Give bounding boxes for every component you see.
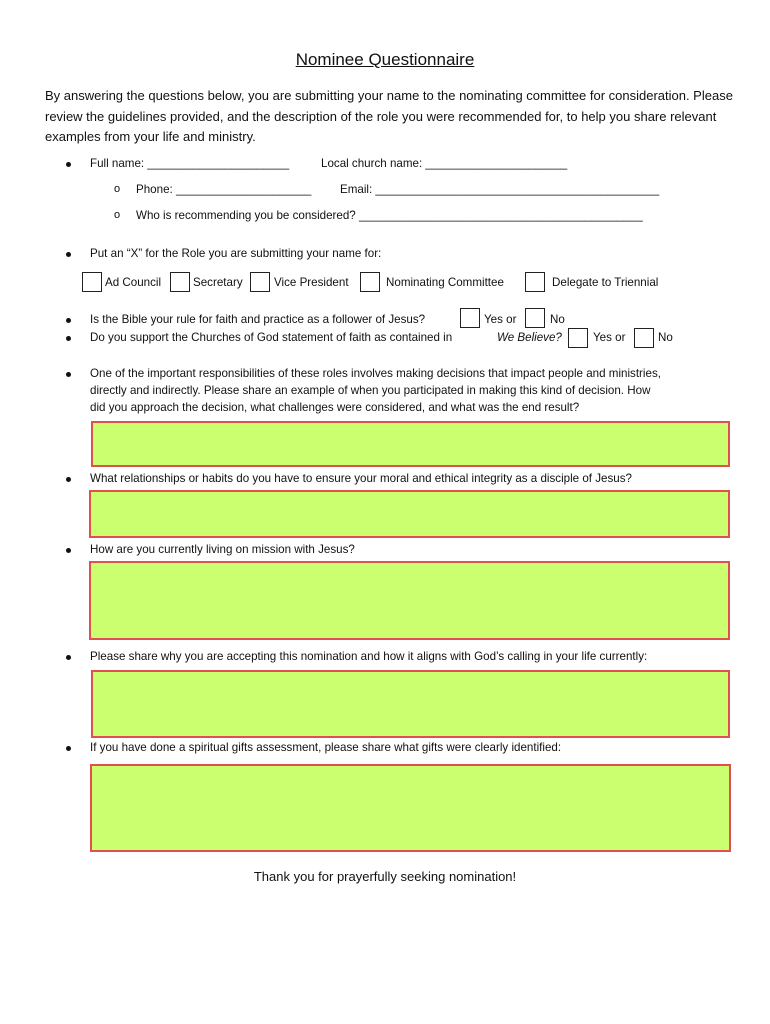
closing-text: Thank you for prayerfully seeking nomination! [253, 869, 517, 884]
bullet-icon [66, 655, 71, 660]
role-vice-president-label: Vice President [274, 276, 349, 289]
answer-field-5[interactable] [90, 764, 731, 852]
bible-question: Is the Bible your rule for faith and practice as a follower of Jesus? [90, 313, 426, 326]
question-1-line-2: directly and indirectly. Please share an example of when you participated in making this kind of decision. How [90, 384, 651, 397]
bullet-icon [66, 477, 71, 482]
answer-field-4[interactable] [91, 670, 730, 738]
bullet-icon [66, 548, 71, 553]
statement-yes-checkbox[interactable] [568, 328, 588, 348]
role-secretary-checkbox[interactable] [170, 272, 190, 292]
email-field[interactable]: Email: ____________________________________________ [340, 183, 660, 196]
question-5-text: If you have done a spiritual gifts assessment, please share what gifts were clearly identified: [90, 741, 562, 754]
role-ad-council-label: Ad Council [105, 276, 162, 289]
recommender-field[interactable]: Who is recommending you be considered? ____________________________________________ [136, 209, 643, 222]
question-4-text: Please share why you are accepting this nomination and how it aligns with God’s calling in your life currently: [90, 650, 648, 663]
question-1-line-3: did you approach the decision, what challenges were considered, and what was the end result? [90, 401, 580, 414]
local-church-field[interactable]: Local church name: ______________________ [321, 157, 568, 170]
statement-no-checkbox[interactable] [634, 328, 654, 348]
bible-yes-checkbox[interactable] [460, 308, 480, 328]
bullet-icon [66, 162, 71, 167]
role-delegate-label: Delegate to Triennial [552, 276, 659, 289]
answer-field-2[interactable] [89, 490, 730, 538]
bible-yes-label: Yes or [484, 313, 517, 326]
role-nominating-committee-label: Nominating Committee [386, 276, 504, 289]
question-1-line-1: One of the important responsibilities of these roles involves making decisions that impact people and ministries, [90, 367, 661, 380]
bible-no-label: No [550, 313, 565, 326]
question-2-text: What relationships or habits do you have to ensure your moral and ethical integrity as a disciple of Jesus? [90, 472, 632, 485]
statement-no-label: No [658, 331, 673, 344]
answer-field-3[interactable] [89, 561, 730, 640]
bullet-icon [66, 252, 71, 257]
phone-field[interactable]: Phone: _____________________ [136, 183, 312, 196]
bullet-icon [66, 318, 71, 323]
question-3-text: How are you currently living on mission with Jesus? [90, 543, 355, 556]
bullet-icon [66, 336, 71, 341]
bullet-icon [66, 372, 71, 377]
answer-field-1[interactable] [91, 421, 730, 467]
role-ad-council-checkbox[interactable] [82, 272, 102, 292]
sub-bullet-icon: o [114, 183, 121, 195]
role-nominating-committee-checkbox[interactable] [360, 272, 380, 292]
role-prompt: Put an “X” for the Role you are submitting your name for: [90, 247, 382, 260]
intro-paragraph: By answering the questions below, you are submitting your name to the nominating committee for consideration. Please review the guidelines provided, and the description of the role you were recommended for, to help you share relevant examples from your life and ministry. [45, 88, 733, 144]
statement-yes-label: Yes or [593, 331, 626, 344]
page-title: Nominee Questionnaire [295, 50, 475, 69]
full-name-field[interactable]: Full name: ______________________ [90, 157, 290, 170]
role-secretary-label: Secretary [193, 276, 243, 289]
statement-emphasis: We Believe? [497, 331, 562, 344]
bullet-icon [66, 746, 71, 751]
bible-no-checkbox[interactable] [525, 308, 545, 328]
role-vice-president-checkbox[interactable] [250, 272, 270, 292]
sub-bullet-icon: o [114, 209, 121, 221]
statement-question: Do you support the Churches of God statement of faith as contained in [90, 331, 453, 344]
role-delegate-checkbox[interactable] [525, 272, 545, 292]
